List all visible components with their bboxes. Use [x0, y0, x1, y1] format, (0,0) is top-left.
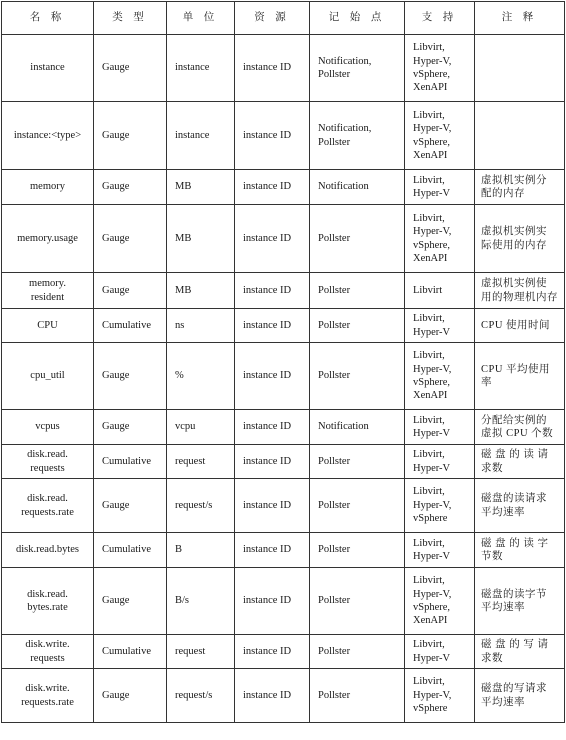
header-name: 名 称	[2, 2, 94, 35]
cell-unit: request	[167, 635, 235, 669]
cell-origin-line: Pollster	[318, 595, 351, 607]
cell-note-line: 节数	[481, 551, 503, 562]
cell-support-line: Libvirt,	[413, 350, 445, 362]
cell-name-line: requests	[30, 652, 65, 664]
cell-name-line: disk.read.	[27, 588, 68, 600]
cell-origin-line: Pollster	[318, 136, 351, 148]
cell-support-line: Libvirt	[413, 284, 443, 296]
table-row	[2, 479, 565, 533]
cell-name	[2, 309, 94, 343]
cell-resource: instance ID	[235, 568, 310, 635]
table-row	[2, 568, 565, 635]
table-row	[2, 635, 565, 669]
cell-support	[405, 309, 475, 343]
cell-support	[405, 479, 475, 533]
cell-origin	[310, 669, 405, 723]
cell-support	[405, 635, 475, 669]
cell-name	[2, 635, 94, 669]
cell-origin	[310, 205, 405, 273]
cell-origin	[310, 102, 405, 170]
cell-note-line: 磁 盘 的 读 字	[481, 537, 549, 549]
cell-note-line: 平均速率	[481, 506, 525, 518]
cell-name-line: cpu_util	[30, 370, 65, 382]
cell-origin-line: Pollster	[318, 689, 351, 701]
cell-support-line: vSphere,	[413, 239, 451, 251]
cell-support-line: Libvirt,	[413, 212, 445, 224]
cell-resource: instance ID	[235, 635, 310, 669]
header-resource: 资 源	[235, 2, 310, 35]
cell-note	[475, 309, 565, 343]
cell-note-line: 磁 盘 的 写 请	[481, 639, 549, 651]
cell-support-line: Hyper-V,	[413, 226, 452, 238]
cell-unit: vcpu	[167, 410, 235, 445]
cell-name	[2, 669, 94, 723]
cell-support	[405, 170, 475, 205]
cell-unit: MB	[167, 205, 235, 273]
cell-origin-line: Pollster	[318, 69, 351, 80]
cell-type: Gauge	[94, 568, 167, 635]
cell-support-line: Libvirt,	[413, 449, 445, 461]
cell-support-line: XenAPI	[413, 252, 448, 264]
cell-name-line: disk.write.	[25, 639, 70, 651]
cell-note-line: 平均速率	[481, 696, 525, 708]
cell-support	[405, 669, 475, 723]
cell-support-line: vSphere	[413, 703, 448, 715]
cell-resource: instance ID	[235, 669, 310, 723]
cell-name-line: disk.read.	[27, 449, 68, 461]
cell-name-line: memory	[30, 181, 65, 193]
cell-name	[2, 273, 94, 309]
cell-name-line: instance	[30, 62, 65, 74]
cell-origin	[310, 35, 405, 102]
cell-support	[405, 273, 475, 309]
cell-support-line: Libvirt,	[413, 313, 445, 325]
table-row	[2, 205, 565, 273]
cell-type: Gauge	[94, 343, 167, 410]
cell-support	[405, 533, 475, 568]
cell-name-line: bytes.rate	[27, 602, 68, 613]
cell-support-line: Libvirt,	[413, 174, 445, 186]
cell-name	[2, 170, 94, 205]
cell-note	[475, 170, 565, 205]
cell-support-line: Hyper-V	[413, 462, 451, 474]
cell-name-line: memory.	[29, 278, 66, 290]
table-row	[2, 170, 565, 205]
cell-resource: instance ID	[235, 170, 310, 205]
cell-unit: instance	[167, 102, 235, 170]
cell-support-line: Libvirt,	[413, 537, 445, 549]
cell-type: Cumulative	[94, 635, 167, 669]
cell-origin	[310, 410, 405, 445]
table-row	[2, 669, 565, 723]
cell-support	[405, 35, 475, 102]
table-row	[2, 445, 565, 479]
cell-note	[475, 533, 565, 568]
cell-origin-line: Notification,	[318, 123, 372, 135]
cell-name-line: CPU	[37, 319, 58, 331]
cell-note-line: 虚拟机实例分	[481, 174, 547, 186]
cell-unit: B	[167, 533, 235, 568]
cell-unit: MB	[167, 273, 235, 309]
cell-support-line: Libvirt,	[413, 639, 445, 651]
cell-note	[475, 669, 565, 723]
cell-origin-line: Pollster	[318, 455, 351, 467]
table-row	[2, 35, 565, 102]
cell-note-line: 虚拟机实例使	[481, 278, 547, 290]
cell-origin-line: Notification	[318, 421, 369, 433]
cell-note	[475, 102, 565, 170]
cell-support-line: vSphere,	[413, 602, 451, 613]
cell-note-line: 磁 盘 的 读 请	[481, 449, 549, 461]
cell-type: Cumulative	[94, 445, 167, 479]
cell-support-line: vSphere,	[413, 69, 451, 80]
cell-note-line: 率	[481, 377, 492, 388]
cell-support-line: Libvirt,	[413, 414, 445, 426]
table-row	[2, 309, 565, 343]
cell-support-line: vSphere,	[413, 377, 451, 388]
cell-note-line: 配的内存	[481, 188, 525, 199]
cell-unit: request/s	[167, 669, 235, 723]
cell-origin	[310, 445, 405, 479]
cell-note-line: 平均速率	[481, 602, 525, 613]
cell-support-line: vSphere	[413, 513, 448, 525]
cell-origin	[310, 309, 405, 343]
cell-unit: request/s	[167, 479, 235, 533]
cell-support-line: XenAPI	[413, 149, 448, 161]
cell-note-line: 磁盘的写请求	[481, 683, 547, 695]
cell-support-line: Hyper-V	[413, 428, 451, 439]
cell-name	[2, 343, 94, 410]
cell-name	[2, 410, 94, 445]
cell-support-line: XenAPI	[413, 615, 448, 627]
cell-origin-line: Notification,	[318, 55, 372, 67]
cell-name-line: disk.read.bytes	[16, 544, 79, 556]
header-row	[2, 2, 565, 35]
cell-name	[2, 479, 94, 533]
cell-origin	[310, 568, 405, 635]
cell-name-line: requests	[30, 462, 65, 474]
cell-type: Cumulative	[94, 533, 167, 568]
cell-type: Gauge	[94, 102, 167, 170]
cell-unit: request	[167, 445, 235, 479]
cell-support-line: Hyper-V,	[413, 363, 452, 375]
cell-note-line: 用的物理机内存	[481, 291, 558, 303]
header-type: 类 型	[94, 2, 167, 35]
cell-origin	[310, 635, 405, 669]
cell-unit: ns	[167, 309, 235, 343]
cell-origin-line: Notification	[318, 181, 369, 193]
cell-unit: %	[167, 343, 235, 410]
cell-origin	[310, 343, 405, 410]
cell-name-line: disk.write.	[25, 683, 70, 695]
cell-origin-line: Pollster	[318, 645, 351, 657]
cell-resource: instance ID	[235, 309, 310, 343]
cell-support	[405, 445, 475, 479]
cell-unit: instance	[167, 35, 235, 102]
cell-type: Gauge	[94, 35, 167, 102]
table-row	[2, 533, 565, 568]
cell-support-line: Libvirt,	[413, 575, 445, 587]
cell-origin-line: Pollster	[318, 370, 351, 382]
cell-support-line: Hyper-V	[413, 551, 451, 562]
cell-support-line: Libvirt,	[413, 676, 445, 688]
cell-name-line: requests.rate	[21, 696, 74, 708]
cell-support-line: Hyper-V,	[413, 588, 452, 600]
table-row	[2, 273, 565, 309]
cell-type: Gauge	[94, 669, 167, 723]
table-row	[2, 102, 565, 170]
cell-unit: MB	[167, 170, 235, 205]
cell-name	[2, 533, 94, 568]
cell-support	[405, 102, 475, 170]
cell-origin	[310, 170, 405, 205]
cell-note	[475, 635, 565, 669]
cell-support-line: Libvirt,	[413, 109, 445, 121]
cell-note	[475, 35, 565, 102]
cell-type: Gauge	[94, 205, 167, 273]
cell-name-line: instance:<type>	[13, 129, 82, 141]
cell-name	[2, 445, 94, 479]
cell-name-line: resident	[30, 291, 65, 303]
cell-note-line: 磁盘的读字节	[481, 588, 547, 600]
cell-note-line: 分配给实例的	[481, 414, 547, 426]
header-note: 注 释	[475, 2, 565, 35]
header-unit: 单 位	[167, 2, 235, 35]
cell-origin	[310, 533, 405, 568]
cell-support-line: Libvirt,	[413, 486, 445, 498]
cell-name-line: memory.usage	[17, 232, 78, 244]
cell-name-line: disk.read.	[27, 493, 68, 505]
cell-note	[475, 273, 565, 309]
cell-origin-line: Pollster	[318, 499, 351, 511]
cell-support-line: Hyper-V	[413, 326, 451, 338]
cell-resource: instance ID	[235, 205, 310, 273]
cell-note	[475, 479, 565, 533]
cell-support	[405, 343, 475, 410]
cell-note	[475, 568, 565, 635]
cell-origin-line: Pollster	[318, 284, 351, 296]
cell-origin-line: Pollster	[318, 232, 351, 244]
meters-table	[1, 1, 565, 723]
cell-note-line: CPU 平均使用	[481, 363, 551, 375]
cell-unit: B/s	[167, 568, 235, 635]
cell-support-line: Libvirt,	[413, 42, 445, 54]
table-row	[2, 410, 565, 445]
cell-type: Cumulative	[94, 309, 167, 343]
cell-resource: instance ID	[235, 273, 310, 309]
cell-type: Gauge	[94, 170, 167, 205]
cell-type: Gauge	[94, 410, 167, 445]
cell-support-line: Hyper-V,	[413, 499, 452, 511]
cell-resource: instance ID	[235, 102, 310, 170]
cell-support-line: vSphere,	[413, 136, 451, 148]
cell-type: Gauge	[94, 479, 167, 533]
cell-origin-line: Pollster	[318, 319, 351, 331]
header-support: 支 持	[405, 2, 475, 35]
cell-name	[2, 35, 94, 102]
cell-note	[475, 445, 565, 479]
cell-support-line: XenAPI	[413, 82, 448, 94]
cell-resource: instance ID	[235, 35, 310, 102]
cell-resource: instance ID	[235, 445, 310, 479]
cell-note-line: 磁盘的读请求	[481, 493, 547, 505]
cell-resource: instance ID	[235, 343, 310, 410]
cell-resource: instance ID	[235, 479, 310, 533]
cell-support-line: Hyper-V,	[413, 123, 452, 135]
cell-note-line: 虚拟 CPU 个数	[481, 428, 554, 439]
cell-origin-line: Pollster	[318, 544, 351, 556]
cell-name	[2, 568, 94, 635]
cell-name-line: vcpus	[35, 421, 60, 433]
cell-name	[2, 102, 94, 170]
cell-resource: instance ID	[235, 410, 310, 445]
cell-note-line: CPU 使用时间	[481, 319, 551, 331]
cell-note	[475, 410, 565, 445]
cell-support	[405, 568, 475, 635]
cell-origin	[310, 273, 405, 309]
cell-origin	[310, 479, 405, 533]
cell-note-line: 际使用的内存	[481, 239, 547, 251]
header-origin: 记 始 点	[310, 2, 405, 35]
cell-note-line: 求数	[481, 652, 503, 664]
cell-support-line: Hyper-V,	[413, 689, 452, 701]
cell-name-line: requests.rate	[21, 506, 74, 518]
cell-note-line: 虚拟机实例实	[481, 226, 547, 238]
cell-note-line: 求数	[481, 462, 503, 474]
cell-support-line: XenAPI	[413, 390, 448, 402]
cell-support-line: Hyper-V,	[413, 55, 452, 67]
cell-resource: instance ID	[235, 533, 310, 568]
cell-note	[475, 343, 565, 410]
cell-support-line: Hyper-V	[413, 652, 451, 664]
cell-support	[405, 410, 475, 445]
cell-support-line: Hyper-V	[413, 188, 451, 199]
table-row	[2, 343, 565, 410]
cell-support	[405, 205, 475, 273]
cell-name	[2, 205, 94, 273]
cell-note	[475, 205, 565, 273]
cell-type: Gauge	[94, 273, 167, 309]
